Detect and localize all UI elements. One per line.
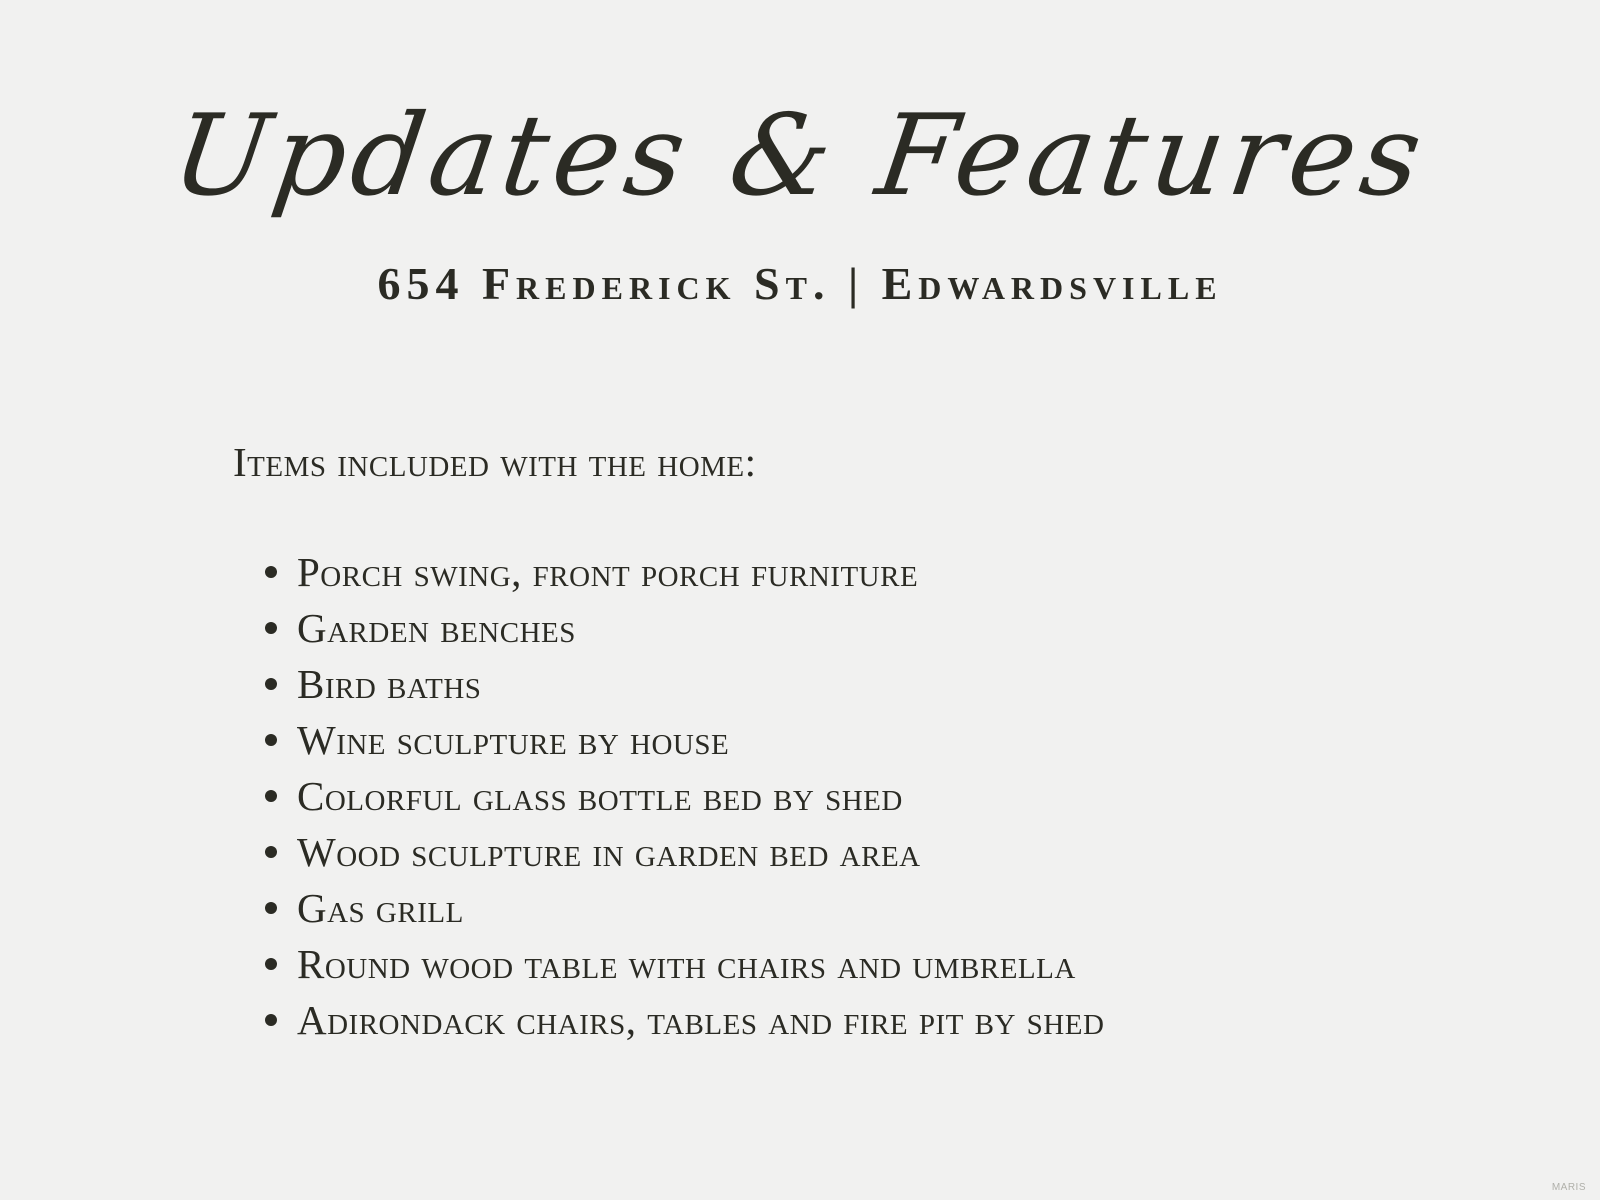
bullet-icon [265, 678, 277, 690]
list-item [265, 656, 1104, 712]
list-item [265, 824, 1104, 880]
bullet-icon [265, 958, 277, 970]
list-item-label: Bird baths [297, 661, 482, 707]
list-item [265, 992, 1104, 1048]
list-item [265, 600, 1104, 656]
included-items-heading: Items included with the home: [233, 439, 757, 485]
list-item-label: Round wood table with chairs and umbrella [297, 941, 1076, 987]
list-item-label: Porch swing, front porch furniture [297, 549, 919, 595]
bullet-icon [265, 902, 277, 914]
list-item-label: Wine sculpture by house [297, 717, 730, 763]
list-item [265, 936, 1104, 992]
list-item [265, 880, 1104, 936]
bullet-icon [265, 1014, 277, 1026]
bullet-icon [265, 734, 277, 746]
list-item [265, 712, 1104, 768]
bullet-icon [265, 566, 277, 578]
bullet-icon [265, 790, 277, 802]
list-item-label: Garden benches [297, 605, 576, 651]
bullet-icon [265, 846, 277, 858]
bullet-icon [265, 622, 277, 634]
script-title: Updates & Features [165, 91, 1435, 221]
property-address: 654 Frederick St. | Edwardsville [377, 258, 1223, 309]
list-item [265, 768, 1104, 824]
list-item-label: Gas grill [297, 885, 464, 931]
list-item-label: Adirondack chairs, tables and fire pit by shed [297, 997, 1105, 1043]
list-item-label: Colorful glass bottle bed by shed [297, 773, 903, 819]
list-item-label: Wood sculpture in garden bed area [297, 829, 921, 875]
list-item [265, 544, 1104, 600]
included-items-list [265, 544, 1104, 1048]
watermark: MARIS [1551, 1182, 1586, 1193]
